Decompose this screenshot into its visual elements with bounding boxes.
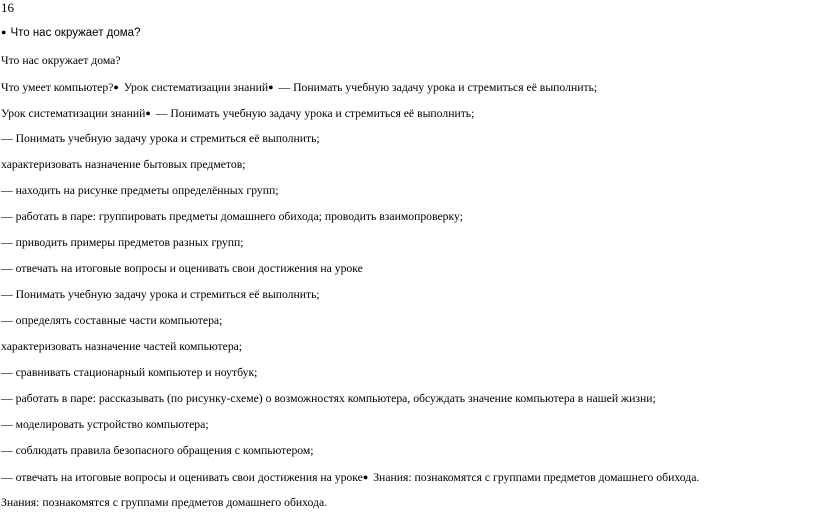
text-line [1, 391, 656, 407]
text-line-content: — работать в паре: группировать предметы домашнего обихода; проводить взаимопроверку; [1, 210, 463, 223]
bullet-icon: ● [113, 82, 119, 92]
text-line [1, 365, 257, 381]
text-segment: Урок систематизации знаний [120, 81, 269, 94]
text-line [1, 443, 314, 459]
text-segment: — Понимать учебную задачу урока и стремиться её выполнить; [152, 107, 475, 120]
text-line-content: — приводить примеры предметов разных групп; [1, 236, 244, 249]
text-line-content: — отвечать на итоговые вопросы и оценивать свои достижения на уроке [1, 262, 363, 275]
section-heading [1, 24, 140, 41]
text-segment: — Понимать учебную задачу урока и стремиться её выполнить; [275, 81, 598, 94]
text-line-content: Что нас окружает дома? [1, 54, 121, 67]
text-line [1, 209, 463, 225]
text-line [1, 339, 242, 355]
text-line [1, 53, 121, 69]
text-line [1, 183, 279, 199]
text-segment: Что умеет компьютер? [1, 81, 114, 94]
section-heading-text: Что нас окружает дома? [10, 27, 141, 39]
text-line [1, 495, 327, 511]
text-line [1, 105, 474, 122]
text-line [1, 79, 597, 96]
text-line [1, 417, 209, 433]
text-line-content: — Понимать учебную задачу урока и стремиться её выполнить; [1, 288, 320, 301]
text-line [1, 313, 222, 329]
text-line-content: — находить на рисунке предметы определённых групп; [1, 184, 279, 197]
bullet-icon: ● [145, 108, 151, 118]
bullet-icon: ● [1, 27, 7, 37]
text-line-content: — моделировать устройство компьютера; [1, 418, 209, 431]
text-line-content: — соблюдать правила безопасного обращения с компьютером; [1, 444, 314, 457]
text-line-content: — работать в паре: рассказывать (по рисунку-схеме) о возможностях компьютера, обсуждать значение компьютера в нашей жизни; [1, 392, 656, 405]
text-segment: Знания: познакомятся с группами предметов домашнего обихода. [370, 471, 700, 484]
text-line [1, 235, 244, 251]
text-line-content: — сравнивать стационарный компьютер и ноутбук; [1, 366, 258, 379]
text-line [1, 157, 246, 173]
text-line [1, 261, 363, 277]
text-line-content: Знания: познакомятся с группами предметов домашнего обихода. [1, 496, 328, 509]
text-line [1, 469, 699, 486]
text-line [1, 131, 320, 147]
text-line-content: — Понимать учебную задачу урока и стремиться её выполнить; [1, 132, 320, 145]
text-segment: — отвечать на итоговые вопросы и оценивать свои достижения на уроке [1, 471, 363, 484]
text-line-content: характеризовать назначение бытовых предметов; [1, 158, 246, 171]
text-segment: Урок систематизации знаний [1, 107, 146, 120]
page-number: 16 [1, 0, 14, 15]
text-line [1, 287, 320, 303]
text-line-content: — определять составные части компьютера; [1, 314, 223, 327]
text-line-content: характеризовать назначение частей компьютера; [1, 340, 243, 353]
bullet-icon: ● [268, 82, 274, 92]
bullet-icon: ● [362, 472, 369, 482]
